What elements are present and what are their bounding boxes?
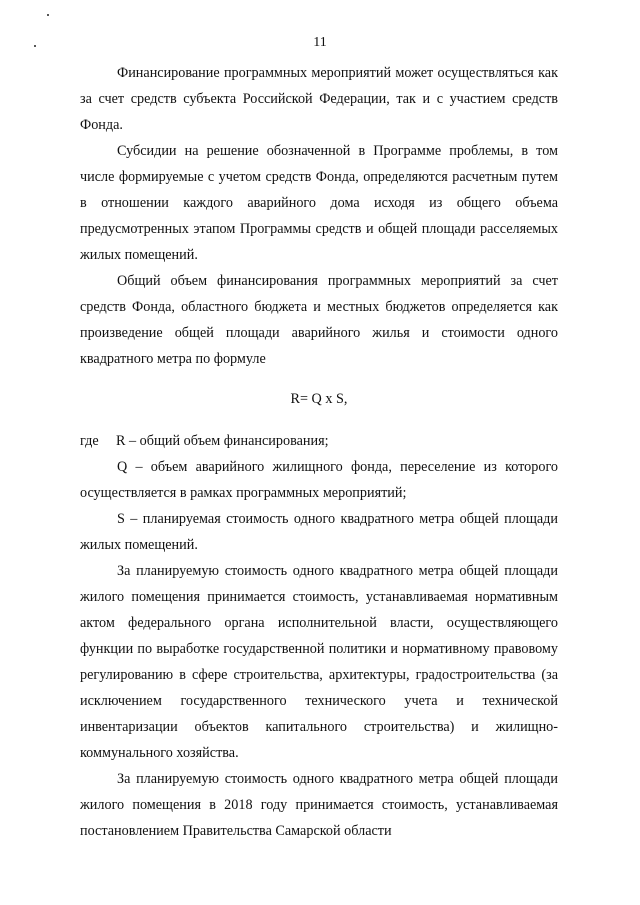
definition-q: Q – объем аварийного жилищного фонда, переселение из которого осуществляется в рамках программных мероприятий; — [80, 459, 558, 501]
paragraph-total-volume: Общий объем финансирования программных мероприятий за счет средств Фонда, областного бюджета и местных бюджетов определяется как произведение общей площади аварийного жилья и стоимости одного квадратного метра по формуле — [80, 273, 558, 367]
paragraph-planned-cost: За планируемую стоимость одного квадратного метра общей площади жилого помещения принимается стоимость, устанавливаемая нормативным актом федерального органа исполнительной власти, осуществляющего функции по выработке государственной политики и нормативному правовому регулированию в сфере строительства, архитектуры, градостроительства (за исключением государственного технического учета и технической инвентаризации объектов капитального строительства) и жилищно-коммунального хозяйства. — [80, 563, 558, 761]
page-number: 11 — [313, 35, 327, 50]
paragraph-cost-2018: За планируемую стоимость одного квадратного метра общей площади жилого помещения в 2018 году принимается стоимость, устанавливаемая постановлением Правительства Самарской области — [80, 771, 558, 839]
paragraph-subsidies: Субсидии на решение обозначенной в Программе проблемы, в том числе формируемые с учетом средств Фонда, определяются расчетным путем в отношении каждого аварийного дома исходя из общего объема предусмотренных этапом Программы средств и общей площади расселяемых жилых помещений. — [80, 143, 558, 263]
definition-prefix: где — [80, 433, 99, 449]
definition-r-text: R – общий объем финансирования; — [116, 433, 329, 449]
formula: R= Q x S, — [290, 391, 348, 407]
paragraph-financing-sources: Финансирование программных мероприятий может осуществляться как за счет средств субъекта Российской Федерации, так и с участием средств Фонда. — [80, 65, 558, 133]
definition-r — [80, 428, 558, 454]
scan-speck — [47, 14, 49, 16]
definition-s: S – планируемая стоимость одного квадратного метра общей площади жилых помещений. — [80, 511, 558, 553]
